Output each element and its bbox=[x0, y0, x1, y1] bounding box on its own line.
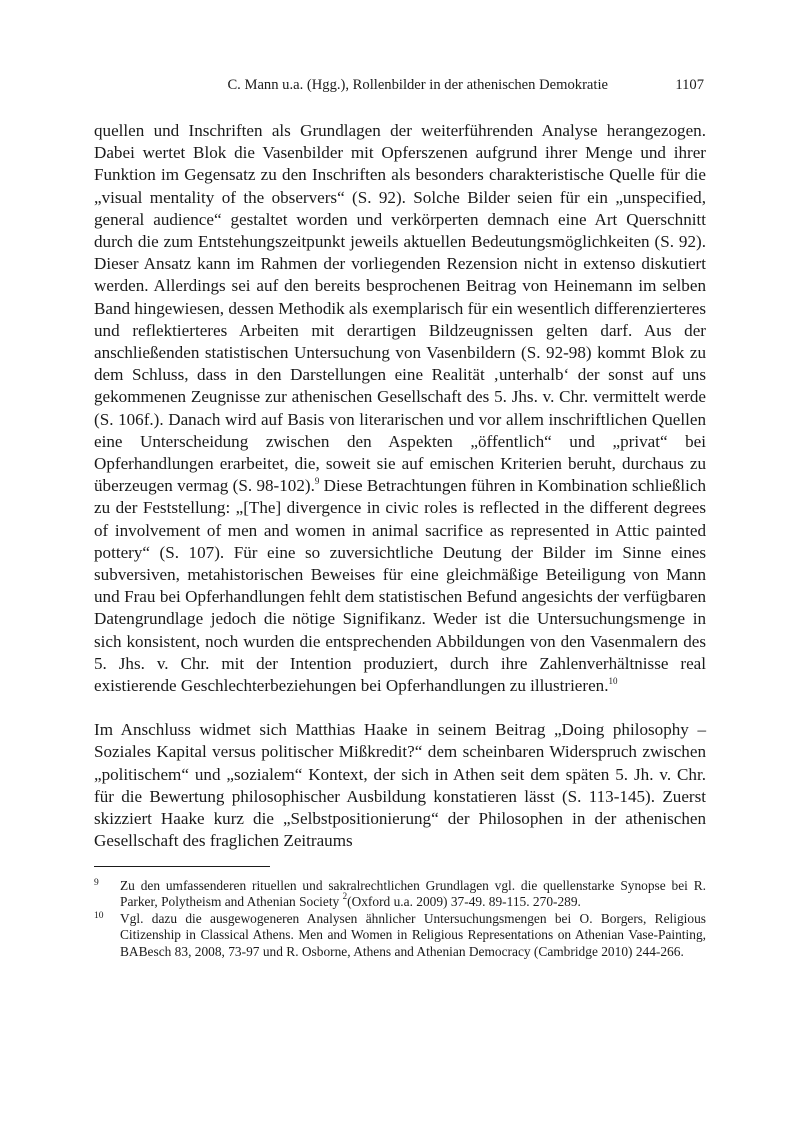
footnote-number: 10 bbox=[94, 910, 104, 921]
paragraph-text: quellen und Inschriften als Grundlagen der weiterführenden Analyse herangezogen. Dabei wertet Blok die Vasenbilder mit Opferszenen aufgrund ihrer Menge und ihrer Funktion im Gegensatz zu den Inschriften als besonders charakteristische Quelle für die „visual mentality of the observers“ (S. 92). Solche Bilder seien für ein „unspecified, general audience“ gestaltet worden und verkörperten demnach eine Art Querschnitt durch die zum Entstehungszeitpunkt jeweils aktuellen Bedeutungsmöglichkeiten (S. 92). Dieser Ansatz kann im Rahmen der vorliegenden Rezension nicht in extenso diskutiert werden. Allerdings sei auf den bereits besprochenen Beitrag von Heinemann im selben Band hingewiesen, dessen Methodik als exemplarisch für ein wesentlich differenzierteres und reflektierteres Arbeiten mit derartigen Bildzeugnissen gelten darf. Aus der anschließenden statistischen Untersuchung von Vasenbildern (S. 92-98) kommt Blok zu dem Schluss, dass in den Darstellungen eine Realität ‚unterhalb‘ der sonst auf uns gekommenen Zeugnisse zur athenischen Gesellschaft des 5. Jhs. v. Chr. vermittelt werde (S. 106f.). Danach wird auf Basis von literarischen und vor allem inschriftlichen Quellen eine Unterscheidung zwischen den Aspekten „öffentlich“ und „privat“ bei Opferhandlungen erarbeitet, die, soweit sie auf emischen Kriterien beruht, durchaus zu überzeugen vermag (S. 98-102). bbox=[94, 121, 707, 496]
paragraph-text: Im Anschluss widmet sich Matthias Haake in seinem Beitrag „Doing philosophy – Soziales Kapital versus politischer Mißkredit?“ dem scheinbaren Widerspruch zwischen „politischem“ und „sozialem“ Kontext, der sich in Athen seit dem späten 5. Jh. v. Chr. für die Bewertung philosophischer Ausbildung konstatieren lässt (S. 113-145). Zuerst skizziert Haake kurz die „Selbstpositionierung“ der Philosophen in der athenischen Gesellschaft des fraglichen Zeitraums bbox=[94, 720, 706, 851]
footnote-text: Vgl. dazu die ausgewogeneren Analysen ähnlicher Untersuchungsmengen bei O. Borgers, Religious Citizenship in Classical Athens. Men and Women in Religious Representations on Athenian Vase-Painting, BABesch 83, 2008, 73-97 und R. Osborne, Athens and Athenian Democracy (Cambridge 2010) 244-266. bbox=[120, 910, 706, 959]
footnote bbox=[94, 878, 706, 911]
footnote bbox=[94, 911, 706, 961]
running-head bbox=[94, 76, 706, 98]
footnotes bbox=[94, 878, 706, 961]
footnote-number: 9 bbox=[94, 877, 99, 888]
page-number: 1107 bbox=[675, 77, 704, 93]
footnote-text: (Oxford u.a. 2009) 37-49. 89-115. 270-289. bbox=[347, 894, 581, 910]
footnote-text: Zu den umfassenderen rituellen und sakralrechtlichen Grundlagen vgl. die quellenstarke Synopse bei R. Parker, Polytheism and Athenian Society bbox=[120, 877, 706, 910]
body-text bbox=[94, 120, 706, 853]
footnote-reference[interactable]: 9 bbox=[314, 476, 320, 487]
paragraph-text: Diese Betrachtungen führen in Kombination schließlich zu der Feststellung: „[The] divergence in civic roles is reflected in the different degrees of involvement of men and women in animal sacrifice as represented in Attic painted pottery“ (S. 107). Für eine so zuversichtliche Deutung der Bilder im Sinne eines subversiven, metahistorischen Beweises für eine gleichmäßige Beteiligung von Mann und Frau bei Opferhandlungen fehlt dem statistischen Befund angesichts der verfügbaren Datengrundlage jedoch die nötige Signifikanz. Weder ist die Untersuchungsmenge in sich konsistent, noch wurden die entsprechenden Abbildungen von den Vasenmalern des 5. Jhs. v. Chr. mit der Intention produziert, durch ihre Zahlenverhältnisse real existierende Geschlechterbeziehungen bei Opferhandlungen zu illustrieren. bbox=[94, 476, 706, 696]
footnote-divider bbox=[94, 866, 270, 867]
paragraph bbox=[94, 120, 706, 697]
running-head-title: C. Mann u.a. (Hgg.), Rollenbilder in der athenischen Demokratie bbox=[227, 77, 608, 93]
footnote-reference[interactable]: 10 bbox=[608, 676, 618, 687]
edition-superscript: 2 bbox=[342, 891, 348, 902]
document-page bbox=[94, 76, 706, 960]
paragraph bbox=[94, 719, 706, 852]
